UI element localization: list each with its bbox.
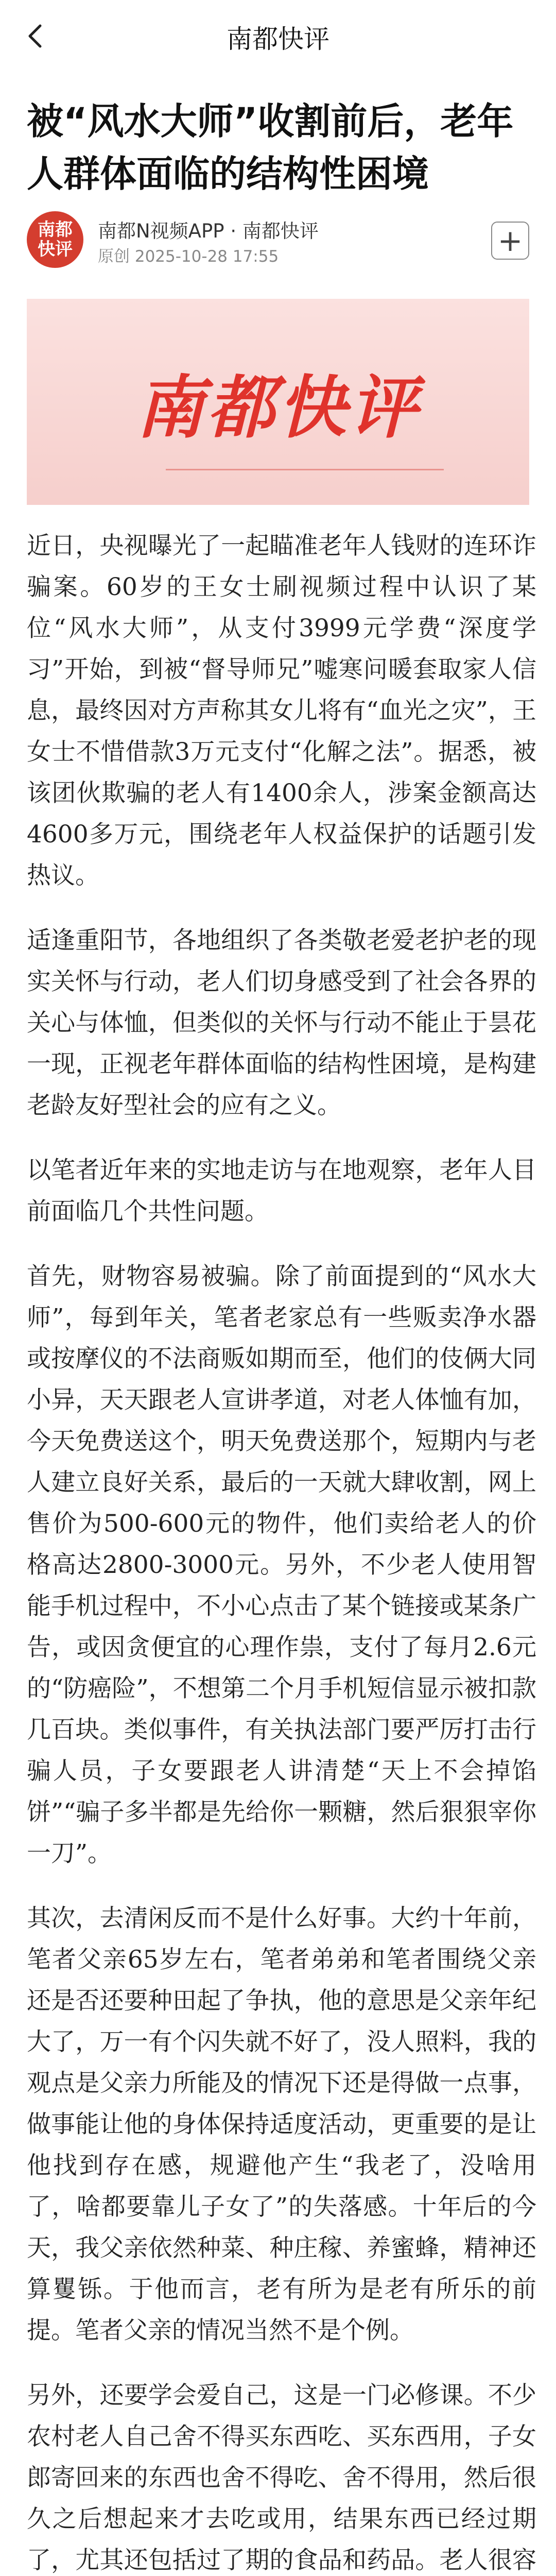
avatar-text-line2: 快评 (38, 239, 73, 260)
paragraph: 以笔者近年来的实地走访与在地观察，老年人目前面临几个共性问题。 (27, 1156, 536, 1226)
avatar-text-line1: 南都 (38, 219, 73, 240)
article-body (27, 526, 536, 2576)
avatar[interactable] (27, 211, 83, 268)
banner-image (27, 299, 529, 505)
publish-meta: 原创 2025-10-28 17:55 (98, 247, 279, 266)
paragraph: 另外，还要学会爱自己，这是一门必修课。不少农村老人自己舍不得买东西吃、买东西用，子女郎寄回来的东西也舍不得吃、舍不得用，然后很久之后想起来才去吃或用，结果东西已经过期了，尤其还包括过了期的食品和药品。老人很容 (27, 2381, 536, 2574)
author-row (27, 211, 529, 273)
banner-logo (27, 299, 529, 505)
author-name[interactable]: 南都N视频APP · 南都快评 (98, 220, 319, 242)
banner-underline (166, 469, 444, 470)
paragraph: 首先，财物容易被骗。除了前面提到的“风水大师”，每到年关，笔者老家总有一些贩卖净水器或按摩仪的不法商贩如期而至，他们的伎俩大同小异，天天跟老人宣讲孝道，对老人体恤有加，今天免费送这个，明天免费送那个，短期内与老人建立良好关系，最后的一天就大肆收割，网上售价为500-600元的物件，他们卖给老人的价格高达2800-3000元。另外，不少老人使用智能手机过程中，不小心点击了某个链接或某条广告，或因贪便宜的心理作祟，支付了每月2.6元的“防癌险”，不想第二个月手机短信显示被扣款几百块。类似事件，有关执法部门要严厉打击行骗人员，子女要跟老人讲清楚“天上不会掉馅饼”“骗子多半都是先给你一颗糖，然后狠狠宰你一刀”。 (27, 1262, 536, 1868)
banner-logo-text: 南都快评 (136, 368, 420, 448)
article-headline: 被“风水大师”收割前后，老年人群体面临的结构性困境 (27, 100, 514, 195)
paragraph: 近日，央视曝光了一起瞄准老年人钱财的连环诈骗案。60岁的王女士刷视频过程中认识了某位“风水大师”，从支付3999元学费“深度学习”开始，到被“督导师兄”嘘寒问暖套取家人信息，最终因对方声称其女儿将有“血光之灾”，王女士不惜借款3万元支付“化解之法”。据悉，被该团伙欺骗的老人有1400余人，涉案金额高达4600多万元，围绕老年人权益保护的话题引发热议。 (27, 532, 536, 890)
top-nav-bar (0, 0, 556, 72)
nav-title: 南都快评 (227, 24, 329, 54)
paragraph: 适逢重阳节，各地组织了各类敬老爱老护老的现实关怀与行动，老人们切身感受到了社会各界的关心与体恤，但类似的关怀与行动不能止于昙花一现，正视老年群体面临的结构性困境，是构建老龄友好型社会的应有之义。 (27, 926, 536, 1120)
paragraph: 其次，去清闲反而不是什么好事。大约十年前，笔者父亲65岁左右，笔者弟弟和笔者围绕父亲还是否还要种田起了争执，他的意思是父亲年纪大了，万一有个闪失就不好了，没人照料，我的观点是父亲力所能及的情况下还是得做一点事，做事能让他的身体保持适度活动，更重要的是让他找到存在感，规避他产生“我老了，没啥用了，啥都要靠儿子女了”的失落感。十年后的今天，我父亲依然种菜、种庄稼、养蜜蜂，精神还算矍铄。于他而言，老有所为是老有所乐的前提。笔者父亲的情况当然不是个例。 (27, 1904, 536, 2345)
follow-button[interactable]: + (491, 222, 529, 260)
